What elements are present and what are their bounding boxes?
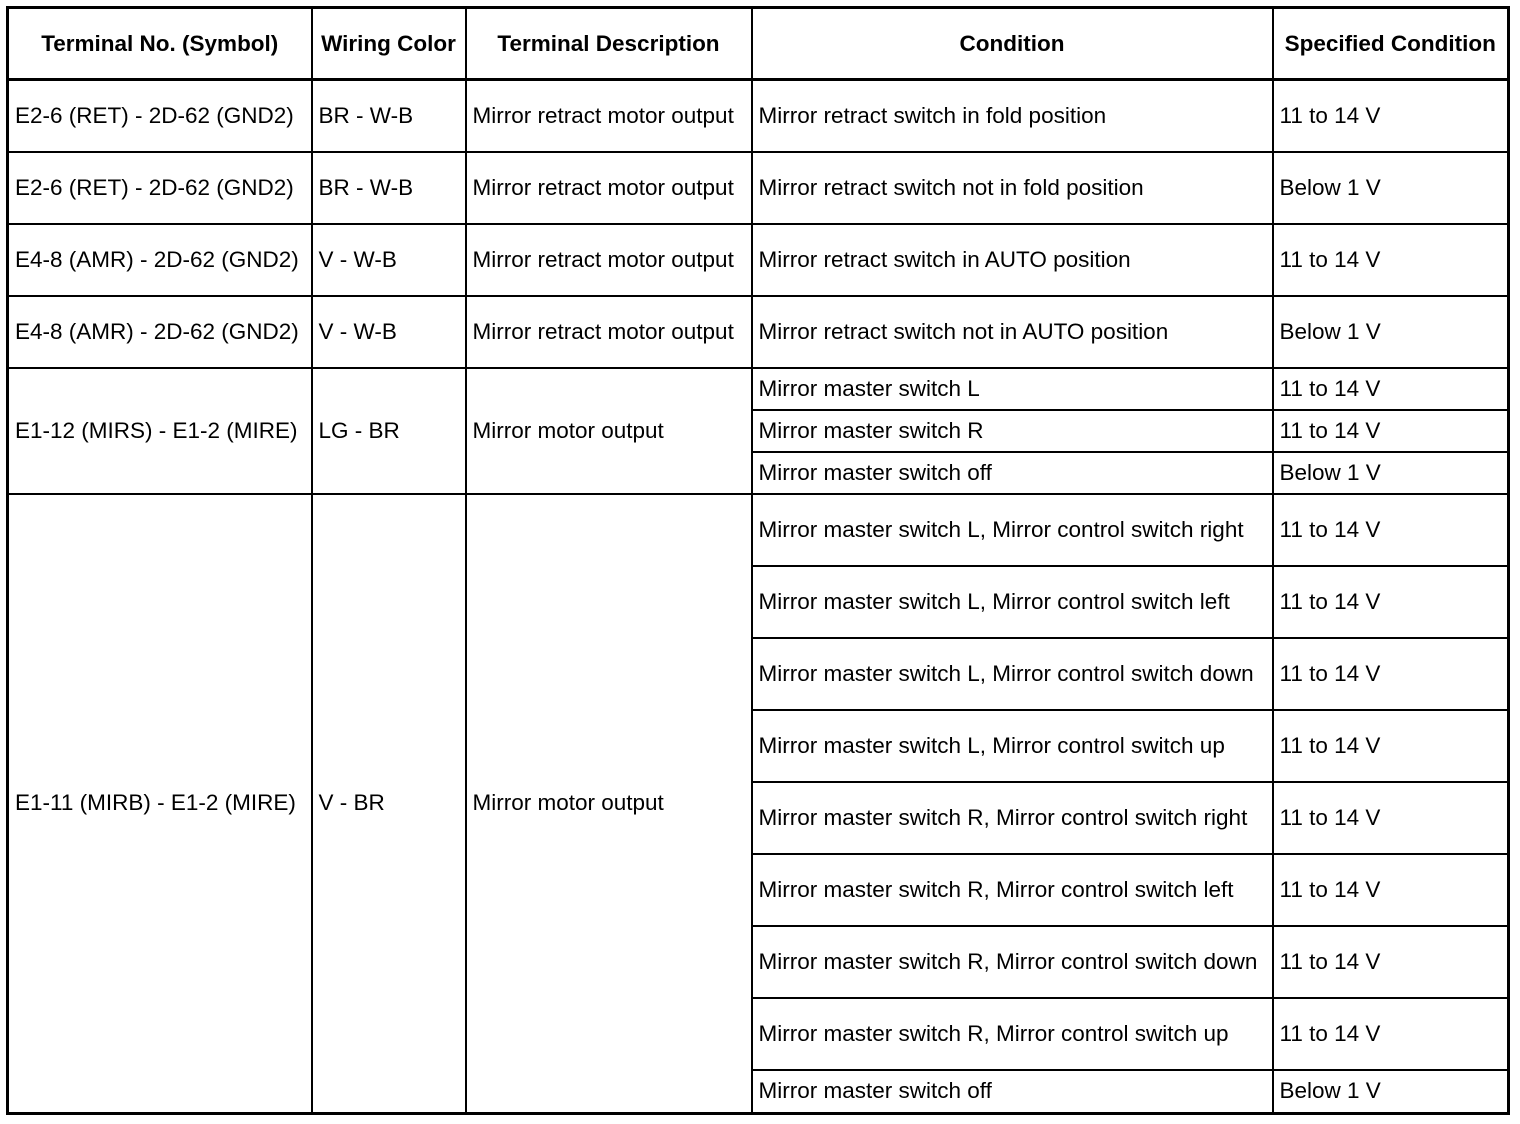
terminal-cell: E1-12 (MIRS) - E1-2 (MIRE)	[8, 368, 312, 494]
condition-cell: Mirror master switch R, Mirror control switch left	[752, 854, 1273, 926]
specified-cell: 11 to 14 V	[1273, 80, 1509, 152]
specified-cell: 11 to 14 V	[1273, 368, 1509, 410]
description-cell: Mirror retract motor output	[466, 80, 752, 152]
table-row	[8, 296, 1509, 368]
condition-cell: Mirror master switch L, Mirror control switch up	[752, 710, 1273, 782]
specified-cell: 11 to 14 V	[1273, 710, 1509, 782]
description-cell: Mirror motor output	[466, 494, 752, 1114]
specified-cell: Below 1 V	[1273, 452, 1509, 494]
condition-cell: Mirror retract switch in fold position	[752, 80, 1273, 152]
table-row	[8, 152, 1509, 224]
condition-cell: Mirror retract switch not in fold position	[752, 152, 1273, 224]
table-row	[8, 80, 1509, 152]
specified-cell: 11 to 14 V	[1273, 224, 1509, 296]
terminal-cell: E4-8 (AMR) - 2D-62 (GND2)	[8, 224, 312, 296]
wiring-color-cell: LG - BR	[312, 368, 466, 494]
condition-cell: Mirror master switch off	[752, 1070, 1273, 1114]
specified-cell: 11 to 14 V	[1273, 998, 1509, 1070]
description-cell: Mirror retract motor output	[466, 224, 752, 296]
description-cell: Mirror retract motor output	[466, 296, 752, 368]
condition-cell: Mirror master switch off	[752, 452, 1273, 494]
specified-cell: 11 to 14 V	[1273, 566, 1509, 638]
table-row	[8, 494, 1509, 566]
specified-cell: 11 to 14 V	[1273, 854, 1509, 926]
condition-cell: Mirror master switch R, Mirror control switch up	[752, 998, 1273, 1070]
condition-cell: Mirror master switch L, Mirror control switch left	[752, 566, 1273, 638]
wiring-color-cell: V - BR	[312, 494, 466, 1114]
terminal-cell: E2-6 (RET) - 2D-62 (GND2)	[8, 80, 312, 152]
condition-cell: Mirror retract switch in AUTO position	[752, 224, 1273, 296]
specified-cell: 11 to 14 V	[1273, 782, 1509, 854]
condition-cell: Mirror master switch R, Mirror control switch down	[752, 926, 1273, 998]
specified-cell: 11 to 14 V	[1273, 494, 1509, 566]
wiring-color-cell: V - W-B	[312, 224, 466, 296]
specified-cell: 11 to 14 V	[1273, 926, 1509, 998]
description-cell: Mirror retract motor output	[466, 152, 752, 224]
condition-cell: Mirror master switch L, Mirror control switch right	[752, 494, 1273, 566]
table-row	[8, 368, 1509, 410]
header-row	[8, 8, 1509, 80]
header-wiring-color: Wiring Color	[312, 8, 466, 80]
specified-cell: Below 1 V	[1273, 1070, 1509, 1114]
header-terminal-description: Terminal Description	[466, 8, 752, 80]
specified-cell: Below 1 V	[1273, 296, 1509, 368]
terminal-spec-table	[6, 6, 1510, 1115]
condition-cell: Mirror master switch R, Mirror control switch right	[752, 782, 1273, 854]
table-row	[8, 224, 1509, 296]
wiring-color-cell: V - W-B	[312, 296, 466, 368]
wiring-color-cell: BR - W-B	[312, 80, 466, 152]
specified-cell: Below 1 V	[1273, 152, 1509, 224]
specified-cell: 11 to 14 V	[1273, 410, 1509, 452]
description-cell: Mirror motor output	[466, 368, 752, 494]
specified-cell: 11 to 14 V	[1273, 638, 1509, 710]
header-condition: Condition	[752, 8, 1273, 80]
terminal-cell: E2-6 (RET) - 2D-62 (GND2)	[8, 152, 312, 224]
wiring-color-cell: BR - W-B	[312, 152, 466, 224]
terminal-cell: E4-8 (AMR) - 2D-62 (GND2)	[8, 296, 312, 368]
condition-cell: Mirror master switch L, Mirror control switch down	[752, 638, 1273, 710]
condition-cell: Mirror retract switch not in AUTO position	[752, 296, 1273, 368]
condition-cell: Mirror master switch L	[752, 368, 1273, 410]
header-specified-condition: Specified Condition	[1273, 8, 1509, 80]
condition-cell: Mirror master switch R	[752, 410, 1273, 452]
header-terminal: Terminal No. (Symbol)	[8, 8, 312, 80]
terminal-cell: E1-11 (MIRB) - E1-2 (MIRE)	[8, 494, 312, 1114]
